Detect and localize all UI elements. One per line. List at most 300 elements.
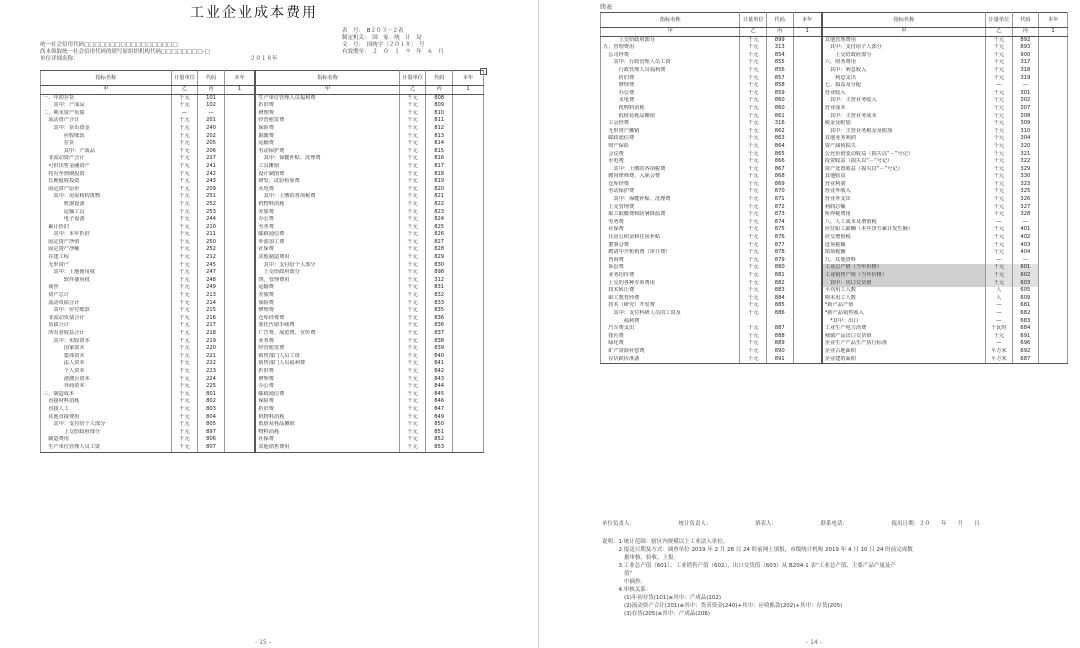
- indicator-name: 资产总计: [41, 292, 172, 300]
- unit-cell: 千元: [399, 110, 426, 118]
- indicator-name: 财产保险: [601, 143, 740, 151]
- code-cell: 869: [766, 181, 793, 189]
- code-cell: 801: [198, 391, 225, 399]
- code-cell: 609: [1012, 295, 1039, 303]
- value-cell: [452, 102, 483, 110]
- value-cell: [452, 292, 483, 300]
- indicator-name: 制造费用: [41, 436, 172, 444]
- code-cell: 815: [426, 148, 453, 156]
- column-header: 代码: [198, 71, 225, 86]
- column-header: 计量单位: [986, 13, 1013, 28]
- value-cell: [1039, 166, 1068, 174]
- code-cell: 215: [198, 307, 225, 315]
- index-cell: 丙: [766, 28, 793, 37]
- unit-cell: 千元: [986, 158, 1013, 166]
- code-cell: 692: [1012, 348, 1039, 356]
- indicator-name: 长期股权投资: [41, 178, 172, 186]
- code-cell: 242: [198, 171, 225, 179]
- code-cell: 319: [1012, 75, 1039, 83]
- unit-cell: 千元: [740, 242, 767, 250]
- value-cell: [793, 333, 822, 341]
- code-cell: 322: [1012, 158, 1039, 166]
- value-cell: [452, 125, 483, 133]
- indicator-name: 工会经费: [601, 120, 740, 128]
- value-cell: [1039, 325, 1068, 333]
- code-cell: 846: [426, 398, 453, 406]
- indicator-name: 水电费: [601, 97, 740, 105]
- indicator-name: 咨询费: [601, 257, 740, 265]
- value-cell: [224, 353, 255, 361]
- indicator-name: 经营租赁费: [255, 117, 399, 125]
- code-cell: 884: [766, 295, 793, 303]
- indicator-name: 折旧费: [601, 75, 740, 83]
- indicator-name: 其中：本年折旧: [41, 231, 172, 239]
- code-cell: 240: [198, 125, 225, 133]
- value-cell: [793, 310, 822, 318]
- page-number: - 15 -: [255, 639, 271, 646]
- value-cell: [452, 193, 483, 201]
- code-cell: 880: [766, 264, 793, 272]
- code-cell: 214: [198, 300, 225, 308]
- table-row: [41, 269, 484, 277]
- unit-cell: 千元: [399, 444, 426, 452]
- indicator-name: 运输费: [255, 140, 399, 148]
- note-line: 3.工业总产值（601）、工业销售产值（602）、出口交货值（603）从 B204-1 表“工业总产值、主要产品产量及产: [602, 563, 896, 569]
- unit-cell: 千元: [171, 155, 198, 163]
- indicator-name: 营业外支出: [822, 196, 986, 204]
- unit-cell: 千元: [171, 277, 198, 285]
- code-cell: —: [1012, 82, 1039, 90]
- value-cell: [224, 246, 255, 254]
- value-cell: [224, 444, 255, 452]
- table-row: [41, 307, 484, 315]
- index-cell: 1: [793, 28, 822, 37]
- unit-cell: 千元: [986, 181, 1013, 189]
- unit-cell: 千元: [740, 188, 767, 196]
- index-cell: 乙: [986, 28, 1013, 37]
- value-cell: [793, 356, 822, 364]
- code-cell: 212: [198, 254, 225, 262]
- value-cell: [793, 318, 822, 326]
- index-cell: 乙: [171, 86, 198, 95]
- value-cell: [1039, 272, 1068, 280]
- value-cell: [224, 338, 255, 346]
- unit-cell: 千元: [399, 193, 426, 201]
- value-cell: [224, 178, 255, 186]
- table-row: [601, 135, 1068, 143]
- value-cell: [452, 269, 483, 277]
- table-row: [41, 239, 484, 247]
- indicator-name: 无形资产摊销: [601, 128, 740, 136]
- code-cell: 845: [426, 391, 453, 399]
- code-cell: 900: [1012, 52, 1039, 60]
- code-cell: 831: [426, 284, 453, 292]
- table-row: [41, 277, 484, 285]
- code-cell: 309: [1012, 120, 1039, 128]
- unit-cell: 千元: [399, 140, 426, 148]
- indicator-name: 应付职工薪酬（本年贷方累计发生额）: [822, 226, 986, 234]
- table-row: [601, 75, 1068, 83]
- indicator-name: 工业总产值（当年价格）: [822, 264, 986, 272]
- unit-cell: 千元: [399, 216, 426, 224]
- indicator-name: 企业占地面积: [822, 348, 986, 356]
- unit-cell: [740, 318, 767, 326]
- value-cell: [224, 284, 255, 292]
- code-cell: 243: [198, 178, 225, 186]
- code-cell: 404: [1012, 249, 1039, 257]
- org-code-line: 尚未领取统一社会信用代码的填写原组织机构代码□□□□□□□□-□: [40, 49, 210, 55]
- value-cell: [224, 269, 255, 277]
- unit-cell: 千元: [399, 148, 426, 156]
- unit-cell: 千元: [740, 249, 767, 257]
- unit-cell: —: [986, 310, 1013, 318]
- code-cell: 601: [1012, 264, 1039, 272]
- indicator-name: 一、年初存货: [41, 94, 172, 102]
- value-cell: [452, 338, 483, 346]
- code-cell: 891: [766, 356, 793, 364]
- indicator-name: 无形资产: [41, 262, 172, 270]
- unit-cell: 千元: [171, 421, 198, 429]
- code-cell: 217: [198, 322, 225, 330]
- indicator-name: 社保费: [255, 246, 399, 254]
- value-cell: [793, 348, 822, 356]
- page-right: [556, 0, 1080, 648]
- value-cell: [793, 113, 822, 121]
- indicator-name: 负债合计: [41, 322, 172, 330]
- unit-cell: 千元: [399, 239, 426, 247]
- indicator-name: 福利费: [601, 318, 740, 326]
- unit-cell: 千元: [171, 193, 198, 201]
- value-cell: [452, 262, 483, 270]
- unit-cell: 千元: [399, 209, 426, 217]
- indicator-name: 资产处置收益（损失以“－”号记）: [822, 166, 986, 174]
- indicator-name: 工业销售产值（当年价格）: [822, 272, 986, 280]
- unit-cell: 千元: [740, 196, 767, 204]
- unit-cell: 千元: [740, 97, 767, 105]
- indicator-name: 营业外收入: [822, 188, 986, 196]
- code-cell: 326: [1012, 196, 1039, 204]
- table-row: [41, 315, 484, 323]
- indicator-name: 其中：上缴的各项税费: [255, 193, 399, 201]
- code-cell: 819: [426, 178, 453, 186]
- code-cell: 602: [1012, 272, 1039, 280]
- table-row: [601, 219, 1068, 227]
- note-line: 说明：1.统计范围：辖区内规模以上工业法人单位。: [602, 539, 729, 545]
- indicator-name: 港澳台资本: [41, 376, 172, 384]
- value-cell: [452, 307, 483, 315]
- indicator-name: 董事会费: [601, 242, 740, 250]
- table-row: [41, 117, 484, 125]
- table-row: [601, 196, 1068, 204]
- unit-cell: 千元: [986, 173, 1013, 181]
- index-cell: 甲: [41, 86, 172, 95]
- unit-cell: —: [986, 257, 1013, 265]
- unit-cell: 千元: [399, 429, 426, 437]
- unit-cell: 千元: [986, 44, 1013, 52]
- value-cell: [793, 181, 822, 189]
- value-cell: [224, 429, 255, 437]
- indicator-name: 固定资产净值: [41, 239, 172, 247]
- indicator-name: 其中：应付账款: [41, 307, 172, 315]
- code-cell: 227: [198, 155, 225, 163]
- value-cell: [793, 75, 822, 83]
- indicator-name: 生产单位管理人员工资: [41, 444, 172, 452]
- table-row: [601, 310, 1068, 318]
- value-cell: [224, 277, 255, 285]
- code-cell: 402: [1012, 234, 1039, 242]
- indicator-name: 投资收益（损失以“－”号记）: [822, 158, 986, 166]
- value-cell: [1039, 151, 1068, 159]
- value-cell: [793, 52, 822, 60]
- table-row: [601, 325, 1068, 333]
- value-cell: [224, 155, 255, 163]
- value-cell: [452, 376, 483, 384]
- value-cell: [793, 219, 822, 227]
- unit-cell: 千元: [399, 391, 426, 399]
- indicator-name: 其中：主营业务收入: [822, 97, 986, 105]
- indicator-name: 上交的各种专项费用: [601, 280, 740, 288]
- unit-cell: 千元: [399, 398, 426, 406]
- unit-cell: 千元: [399, 269, 426, 277]
- indicator-name: 仓库经费费: [255, 315, 399, 323]
- code-cell: 864: [766, 143, 793, 151]
- value-cell: [224, 383, 255, 391]
- value-cell: [793, 280, 822, 288]
- code-cell: 898: [426, 269, 453, 277]
- code-cell: 312: [426, 277, 453, 285]
- unit-cell: 千元: [171, 414, 198, 422]
- code-cell: 813: [426, 133, 453, 141]
- code-cell: 858: [766, 82, 793, 90]
- table-row: [601, 90, 1068, 98]
- code-cell: 681: [1012, 302, 1039, 310]
- unit-cell: 千元: [740, 356, 767, 364]
- table-row: [41, 254, 484, 262]
- value-cell: [452, 284, 483, 292]
- value-cell: [793, 226, 822, 234]
- unit-cell: 千元: [740, 287, 767, 295]
- column-header: 指标名称: [601, 13, 740, 28]
- code-cell: 213: [198, 292, 225, 300]
- indicator-name: 机物料消耗: [255, 414, 399, 422]
- unit-cell: 千元: [986, 166, 1013, 174]
- indicator-name: 社保费: [255, 436, 399, 444]
- indicator-name: 其中：主营业务税金及附加: [822, 128, 986, 136]
- value-cell: [452, 216, 483, 224]
- code-cell: 211: [198, 231, 225, 239]
- unit-cell: 千元: [399, 345, 426, 353]
- unit-cell: 千元: [399, 284, 426, 292]
- page-divider: [538, 0, 539, 648]
- unit-cell: 千元: [986, 333, 1013, 341]
- indicator-name: 所有者权益合计: [41, 330, 172, 338]
- value-cell: [224, 209, 255, 217]
- unit-cell: 千元: [740, 82, 767, 90]
- unit-cell: 千元: [740, 143, 767, 151]
- unit-cell: 千元: [986, 280, 1013, 288]
- code-cell: 871: [766, 196, 793, 204]
- code-cell: 882: [766, 280, 793, 288]
- table-row: [601, 97, 1068, 105]
- value-cell: [224, 414, 255, 422]
- indicator-name: 排污费: [601, 333, 740, 341]
- unit-cell: 千元: [740, 158, 767, 166]
- indicator-name: 其中：支付给个人部分: [822, 44, 986, 52]
- unit-cell: 千元: [740, 325, 767, 333]
- value-cell: [1039, 44, 1068, 52]
- indicator-name: 其中：上缴的各项税费: [601, 166, 740, 174]
- indicator-name: 折旧费: [255, 102, 399, 110]
- unit-cell: 千元: [171, 186, 198, 194]
- value-cell: [1039, 188, 1068, 196]
- unit-cell: 千元: [399, 376, 426, 384]
- unit-cell: —: [171, 110, 198, 118]
- value-cell: [452, 224, 483, 232]
- unit-cell: 千元: [399, 383, 426, 391]
- value-cell: [1039, 173, 1068, 181]
- indicator-name: 保险费: [255, 300, 399, 308]
- code-cell: 818: [426, 171, 453, 179]
- code-cell: 860: [766, 97, 793, 105]
- value-cell: [793, 234, 822, 242]
- value-cell: [224, 315, 255, 323]
- table-header-row: [601, 13, 1068, 28]
- code-cell: 844: [426, 383, 453, 391]
- code-cell: 879: [766, 257, 793, 265]
- indicator-name: 工具摊销: [255, 163, 399, 171]
- code-cell: 301: [1012, 90, 1039, 98]
- value-cell: [1039, 181, 1068, 189]
- value-cell: [1039, 226, 1068, 234]
- table-row: [41, 414, 484, 422]
- indicator-name: 其他制造费用: [255, 254, 399, 262]
- indicator-name: 低值易耗品摊销: [601, 113, 740, 121]
- filler-label: 填表人：: [755, 521, 778, 527]
- value-cell: [224, 94, 255, 102]
- value-cell: [452, 300, 483, 308]
- note-line: 值”: [602, 571, 633, 577]
- unit-cell: 千元: [171, 436, 198, 444]
- unit-cell: 千元: [399, 133, 426, 141]
- table-row: [41, 110, 484, 118]
- unit-cell: 千元: [171, 231, 198, 239]
- table-row: [41, 224, 484, 232]
- unit-cell: 千元: [740, 135, 767, 143]
- unit-cell: 千元: [399, 338, 426, 346]
- unit-cell: 千元: [399, 330, 426, 338]
- unit-cell: 千元: [986, 59, 1013, 67]
- code-cell: 219: [198, 338, 225, 346]
- code-cell: 888: [766, 333, 793, 341]
- indicator-name: 公司经费: [601, 52, 740, 60]
- code-cell: 849: [426, 414, 453, 422]
- value-cell: [452, 254, 483, 262]
- unit-cell: 千元: [171, 368, 198, 376]
- value-cell: [452, 406, 483, 414]
- code-cell: 851: [426, 429, 453, 437]
- indicator-name: 其中：保健补贴、洗理费: [601, 196, 740, 204]
- unit-cell: 千元: [399, 436, 426, 444]
- unit-cell: 千元: [986, 234, 1013, 242]
- table-row: [41, 284, 484, 292]
- unit-cell: 千元: [986, 242, 1013, 250]
- code-cell: 808: [426, 94, 453, 102]
- value-cell: [452, 398, 483, 406]
- indicator-name: 劳动保护费: [255, 148, 399, 156]
- value-cell: [793, 302, 822, 310]
- indicator-name: 公允价值变动收益（损失以“－”号记）: [822, 151, 986, 159]
- value-cell: [793, 105, 822, 113]
- table-row: [41, 246, 484, 254]
- code-cell: 252: [198, 246, 225, 254]
- value-cell: [793, 135, 822, 143]
- value-cell: [1039, 82, 1068, 90]
- table-row: [601, 242, 1068, 250]
- table-row: [41, 398, 484, 406]
- value-cell: [224, 398, 255, 406]
- indicator-name: 非流动负债合计: [41, 315, 172, 323]
- value-cell: [224, 224, 255, 232]
- code-cell: 823: [426, 209, 453, 217]
- unit-cell: 千元: [171, 262, 198, 270]
- table-row: [601, 249, 1068, 257]
- unit-cell: 千元: [986, 90, 1013, 98]
- code-cell: 687: [1012, 356, 1039, 364]
- indicator-name: 可供出售金融资产: [41, 163, 172, 171]
- indicator-name: 六、财务费用: [822, 59, 986, 67]
- table-row: [601, 295, 1068, 303]
- code-cell: 892: [1012, 36, 1039, 44]
- indicator-name: 仓库经费: [601, 181, 740, 189]
- code-cell: —: [1012, 257, 1039, 265]
- unit-cell: 千元: [986, 67, 1013, 75]
- table-row: [601, 234, 1068, 242]
- unit-cell: 千元: [740, 67, 767, 75]
- unit-cell: 人: [986, 287, 1013, 295]
- column-header: 计量单位: [171, 71, 198, 86]
- value-cell: [1039, 75, 1068, 83]
- cost-table-left: [40, 70, 484, 453]
- value-cell: [793, 90, 822, 98]
- code-cell: 835: [426, 307, 453, 315]
- code-cell: 862: [766, 128, 793, 136]
- unit-cell: 千元: [171, 406, 198, 414]
- value-cell: [793, 143, 822, 151]
- code-cell: 852: [426, 436, 453, 444]
- table-row: [601, 302, 1068, 310]
- indicator-name: 技术（研究）开发费: [601, 302, 740, 310]
- value-cell: [452, 246, 483, 254]
- value-cell: [793, 295, 822, 303]
- indicator-name: 上交给政府部分: [255, 269, 399, 277]
- value-cell: [1039, 280, 1068, 288]
- value-cell: [793, 242, 822, 250]
- code-cell: 860: [766, 105, 793, 113]
- value-cell: [452, 391, 483, 399]
- indicator-name: 营业收入: [822, 90, 986, 98]
- code-cell: 875: [766, 226, 793, 234]
- column-header: 本年: [224, 71, 255, 86]
- code-cell: 847: [426, 406, 453, 414]
- unit-cell: 千元: [740, 36, 767, 44]
- indicator-name: 集体资本: [41, 353, 172, 361]
- table-row: [41, 262, 484, 270]
- table-row: [41, 171, 484, 179]
- unit-cell: 千元: [740, 120, 767, 128]
- indicator-name: 修理费: [255, 307, 399, 315]
- code-cell: 691: [1012, 333, 1039, 341]
- code-cell: 206: [198, 148, 225, 156]
